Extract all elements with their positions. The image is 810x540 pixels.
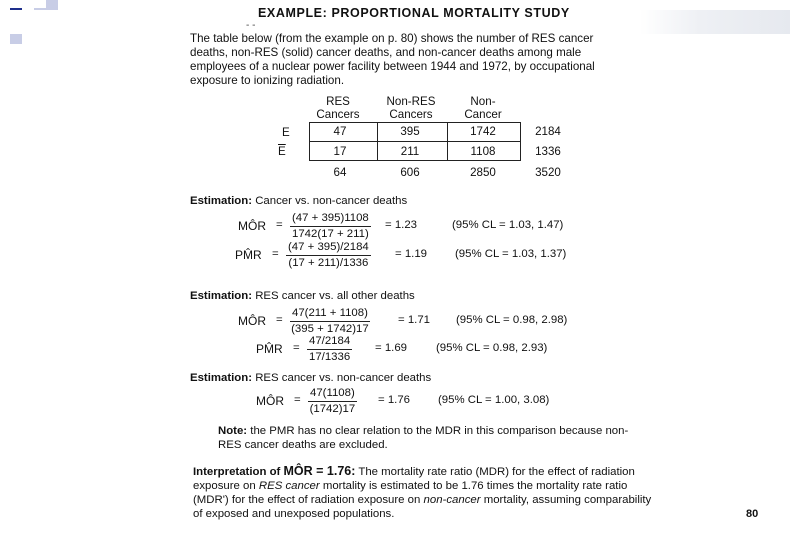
mor-label: MÔR [256, 394, 284, 408]
result: = 1.19 [395, 248, 427, 260]
confidence-interval: (95% CL = 0.98, 2.98) [456, 314, 568, 326]
pmr-label: PM̂R [256, 342, 283, 356]
result: = 1.71 [398, 314, 430, 326]
confidence-interval: (95% CL = 1.03, 1.37) [455, 248, 567, 260]
equals-sign: = [293, 342, 300, 354]
result: = 1.69 [375, 342, 407, 354]
title-dash: - - [246, 20, 256, 31]
col-header-res: RES Cancers [316, 95, 360, 121]
column-total: 606 [400, 166, 420, 179]
column-total: 64 [333, 166, 347, 179]
result: = 1.76 [378, 394, 410, 406]
table-cell: 395 [400, 125, 420, 138]
table-border-top [309, 122, 520, 123]
column-total: 2850 [470, 166, 496, 179]
fraction: $\frac{(47 + 395)/2184}{(17 + 211)/1336}$ [288, 241, 369, 269]
row-total: 2184 [535, 125, 561, 138]
mor-label: MÔR [238, 219, 266, 233]
fraction: $\frac{47/2184}{17/1336}$ [309, 335, 351, 363]
intro-text: The table below (from the example on p. 80) shows the number of RES cancer deaths, non-RES (solid) cancer deaths, and non-cancer deaths among male employees of a nuclear power facility between 1944 and 1972, by occupational exposure to ionizing radiation. [190, 32, 595, 87]
table-cell: 1742 [470, 125, 496, 138]
table-cell: 1108 [470, 145, 496, 158]
note-label: Note: [218, 425, 248, 437]
fraction: $\frac{47(211 + 1108)}{(395 + 1742)17}$ [291, 307, 369, 335]
confidence-interval: (95% CL = 1.00, 3.08) [438, 394, 550, 406]
slide-title: EXAMPLE: PROPORTIONAL MORTALITY STUDY [258, 6, 570, 20]
table-border-left [309, 122, 310, 161]
section-heading: Estimation: RES cancer vs. non-cancer deaths [190, 372, 432, 384]
note [218, 424, 648, 452]
table-border-bottom [309, 160, 520, 161]
equals-sign: = [294, 394, 301, 406]
col-header-nonres: Non-RES Cancers [386, 95, 436, 121]
fraction: $\frac{(47 + 395)1108}{1742(17 + 211)}$ [292, 212, 369, 240]
table-border-mid [309, 141, 520, 142]
grand-total: 3520 [535, 166, 561, 179]
fraction: $\frac{47(1108)}{(1742)17}$ [309, 387, 356, 415]
confidence-interval: (95% CL = 1.03, 1.47) [452, 219, 564, 231]
equals-sign: = [272, 248, 279, 260]
table-divider-1 [377, 122, 378, 161]
col-header-noncancer: Non- Cancer [464, 95, 502, 121]
row-label-exposed: E [282, 126, 290, 139]
row-total: 1336 [535, 145, 561, 158]
table-cell: 47 [333, 125, 347, 138]
table-divider-2 [447, 122, 448, 161]
table-cell: 17 [333, 145, 347, 158]
interpretation: Interpretation of MÔR = 1.76: The mortality rate ratio (MDR) for the effect of radiation exposure on RES cancer mortality is estimated to be 1.76 times the mortality rate ratio (MDR') for the effect of radiation exposure on non-cancer mortality, assuming comparability of exposed and unexposed populations. [193, 464, 652, 520]
result: = 1.23 [385, 219, 417, 231]
equals-sign: = [276, 314, 283, 326]
equals-sign: = [276, 219, 283, 231]
confidence-interval: (95% CL = 0.98, 2.93) [436, 342, 548, 354]
logo-square-5 [46, 0, 58, 10]
table-cell: 211 [400, 145, 420, 158]
row-label-unexposed: $\overline{E}$ [278, 145, 286, 158]
page-number: 80 [746, 508, 759, 520]
section-heading: Estimation: Cancer vs. non-cancer deaths [190, 195, 408, 207]
pmr-label: PM̂R [235, 248, 262, 262]
note-text: the PMR has no clear relation to the MDR in this comparison because non-RES cancer deaths are excluded. [218, 425, 629, 451]
section-heading: Estimation: RES cancer vs. all other deaths [190, 290, 415, 302]
mor-label: MÔR [238, 314, 266, 328]
